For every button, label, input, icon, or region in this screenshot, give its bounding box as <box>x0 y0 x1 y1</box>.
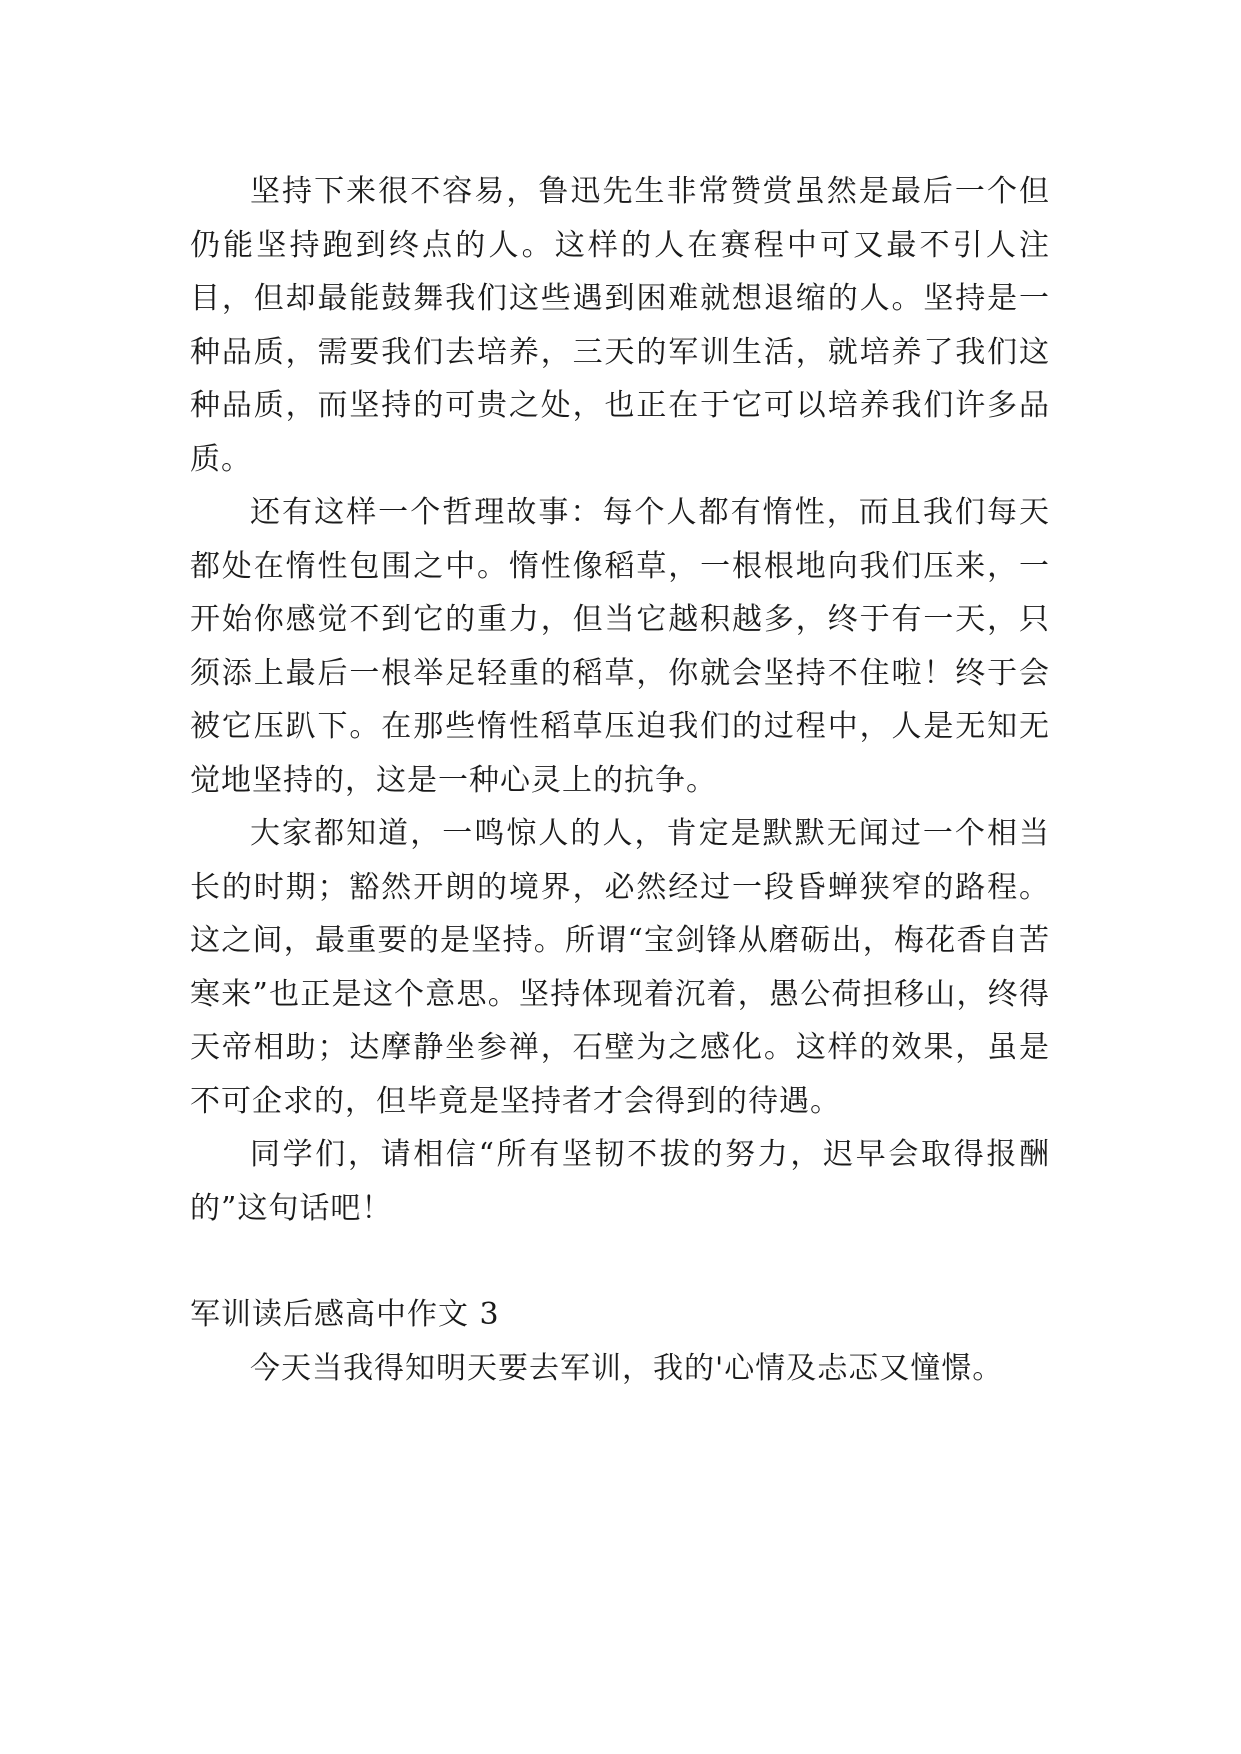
document-body <box>190 165 1050 1395</box>
section-heading: 军训读后感高中作文 3 <box>190 1297 500 1332</box>
paragraph-silent-effort: 大家都知道，一鸣惊人的人，肯定是默默无闻过一个相当长的时期；豁然开朗的境界，必然经过一段昏蝉狭窄的路程。这之间，最重要的是坚持。所谓“宝剑锋从磨砺出，梅花香自苦寒来”也正是这个意思。坚持体现着沉着，愚公荷担移山，终得天帝相助；达摩静坐参禅，石壁为之感化。这样的效果，虽是不可企求的，但毕竟是坚持者才会得到的待遇。 <box>190 816 1050 1119</box>
paragraph-laziness-story: 还有这样一个哲理故事：每个人都有惰性，而且我们每天都处在惰性包围之中。惰性像稻草，一根根地向我们压来，一开始你感觉不到它的重力，但当它越积越多，终于有一天，只须添上最后一根举足轻重的稻草，你就会坚持不住啦！终于会被它压趴下。在那些惰性稻草压迫我们的过程中，人是无知无觉地坚持的，这是一种心灵上的抗争。 <box>190 495 1050 798</box>
paragraph-closing: 同学们，请相信“所有坚韧不拔的努力，迟早会取得报酬的”这句话吧！ <box>190 1137 1050 1226</box>
paragraph-after-heading: 今天当我得知明天要去军训，我的'心情及忐忑又憧憬。 <box>250 1350 1004 1386</box>
paragraph-persistence: 坚持下来很不容易，鲁迅先生非常赞赏虽然是最后一个但仍能坚持跑到终点的人。这样的人在赛程中可又最不引人注目，但却最能鼓舞我们这些遇到困难就想退缩的人。坚持是一种品质，需要我们去培养，三天的军训生活，就培养了我们这种品质，而坚持的可贵之处，也正在于它可以培养我们许多品质。 <box>190 174 1050 477</box>
